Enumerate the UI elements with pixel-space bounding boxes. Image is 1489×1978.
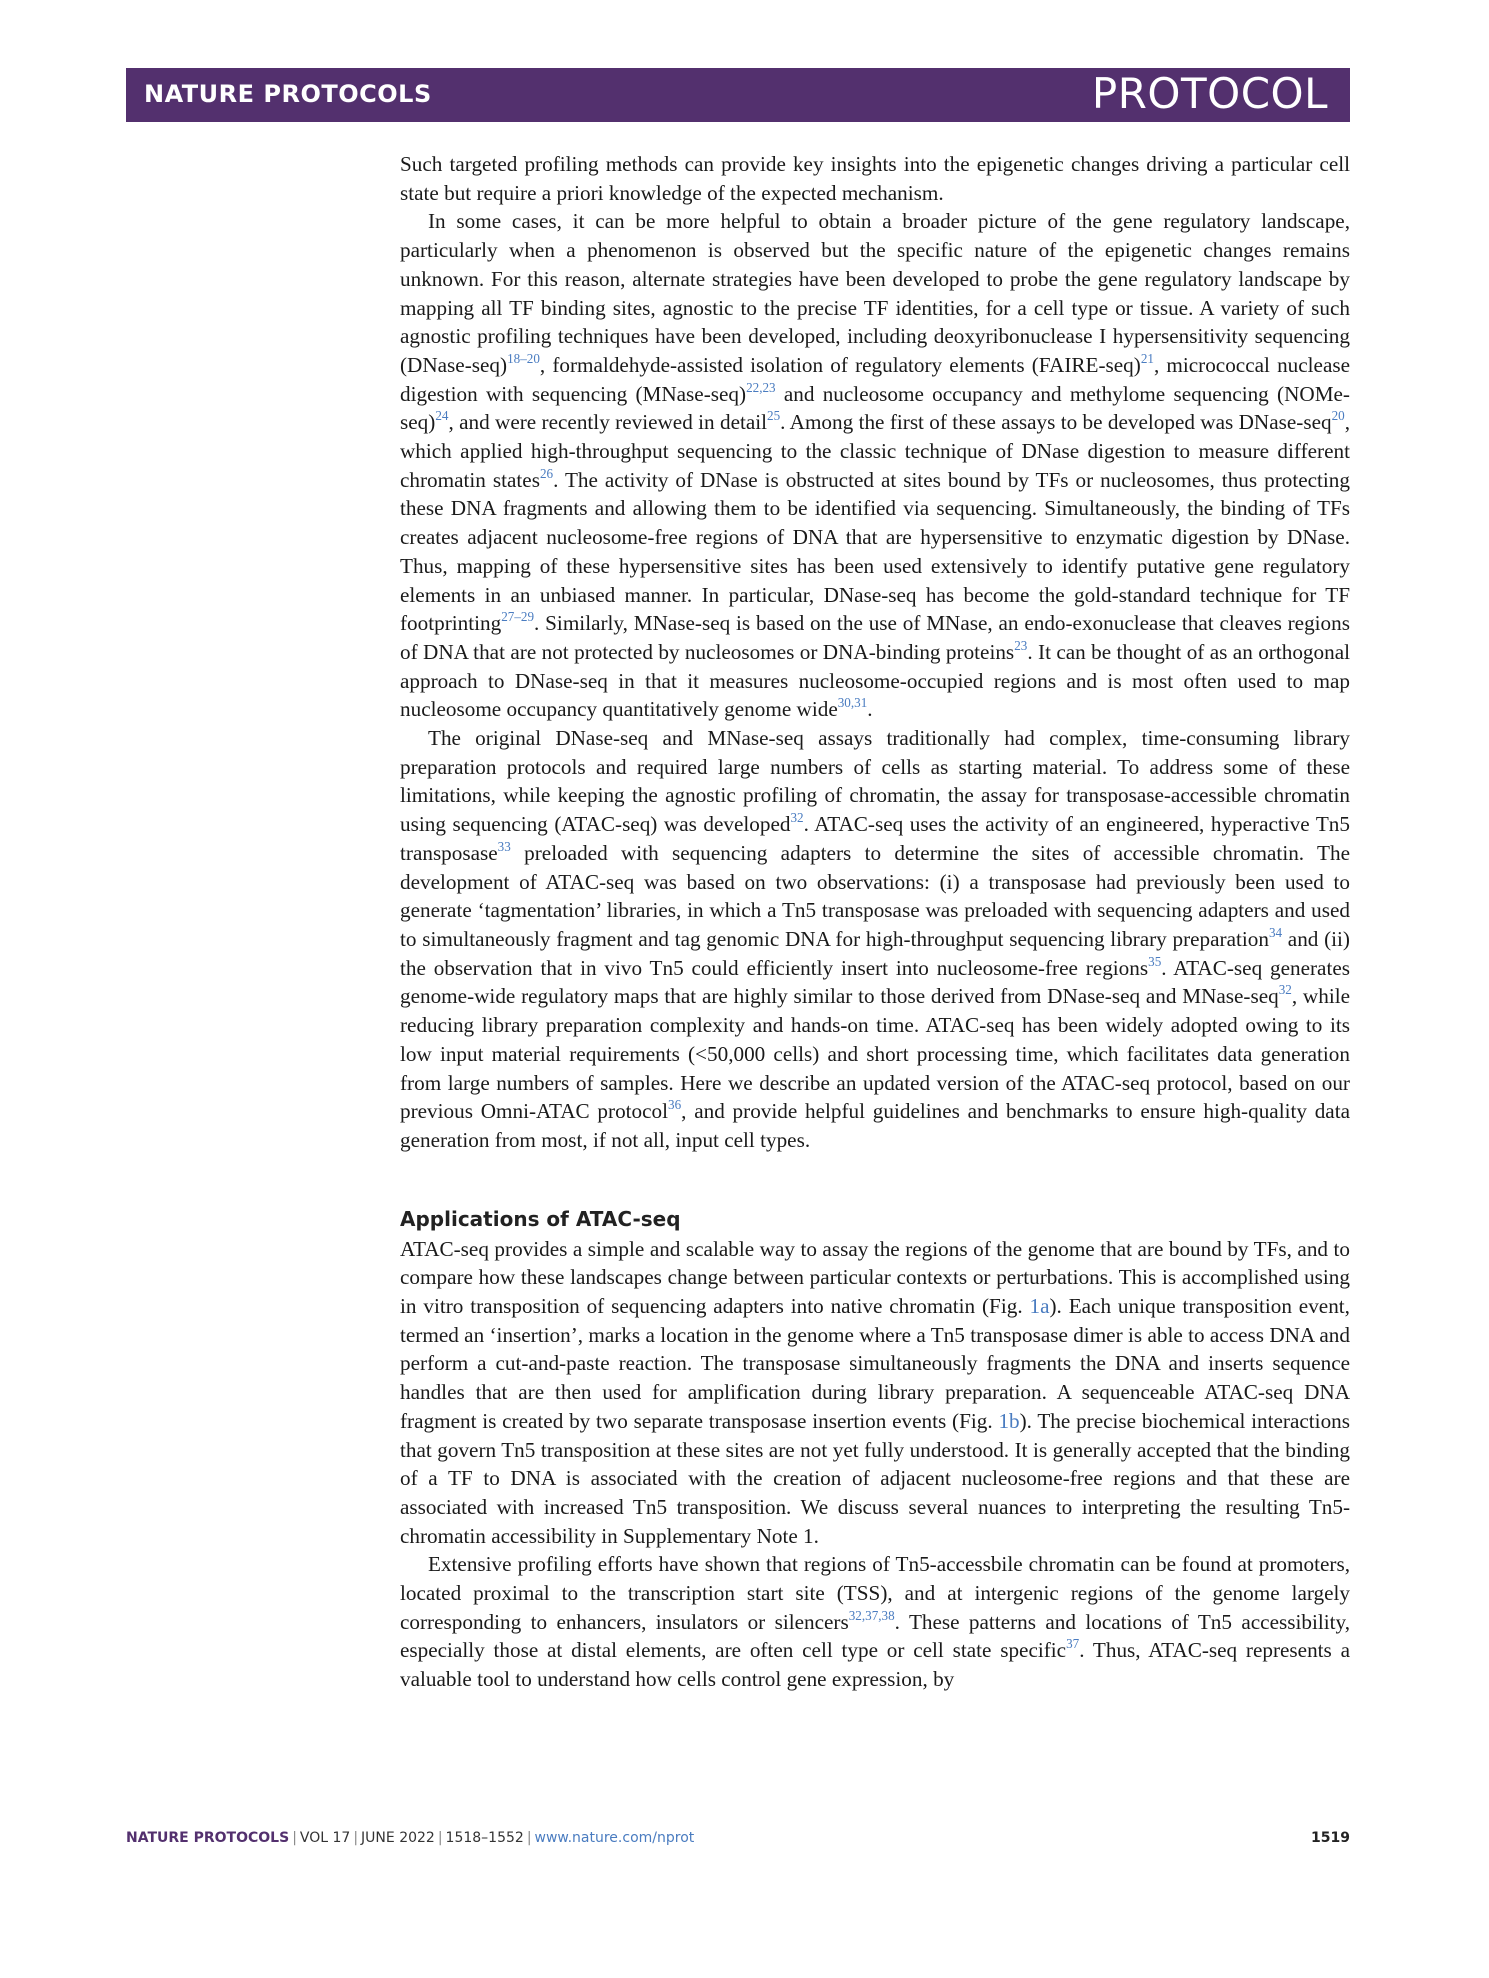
citation-link[interactable]: 32 bbox=[790, 809, 804, 825]
article-type: PROTOCOL bbox=[1091, 69, 1328, 118]
journal-name: NATURE PROTOCOLS bbox=[144, 80, 432, 108]
section-heading: Applications of ATAC-seq bbox=[400, 1206, 681, 1231]
page-number: 1519 bbox=[1311, 1830, 1350, 1846]
citation-link[interactable]: 34 bbox=[1268, 924, 1283, 940]
figure-link[interactable]: 1a bbox=[1029, 1294, 1050, 1319]
citation-link[interactable]: 21 bbox=[1140, 350, 1154, 366]
paragraph-3: The original DNase-seq and MNase-seq assays traditionally had complex, time-consuming library preparation protocols and required large numbers of cells as starting material. To address some of these limitations, while keeping the agnostic profiling of chromatin, the assay for transposase-accessible chromatin using sequencing (ATAC-seq) was developed$^{32}$. ATAC-seq uses the activity of an engineered, hyperactive Tn5 transposase$^{33}$ preloaded with sequencing adapters to determine the sites of accessible chromatin. The development of ATAC-seq was based on two observations: (i) a transposase had previously been used to generate ‘tagmentation’ libraries, in which a Tn5 transposase was preloaded with sequencing adapters and used to simultaneously fragment and tag genomic DNA for high-throughput sequencing library preparation$^{34}$ and (ii) the observation that in vivo Tn5 could efficiently insert into nucleosome-free regions$^{35}$. ATAC-seq generates genome-wide regulatory maps that are highly similar to those derived from DNase-seq and MNase-seq$^{32}$, while reducing library preparation complexity and hands-on time. ATAC-seq has been widely adopted owing to its low input material requirements (<50,000 cells) and short processing time, which facilitates data generation from large numbers of samples. Here we describe an updated version of the ATAC-seq protocol, based on our previous Omni-ATAC protocol$^{36}$, and provide helpful guidelines and benchmarks to ensure high-quality data generation from most, if not all, input cell types. bbox=[400, 726, 1351, 1152]
citation-link[interactable]: 32 bbox=[1278, 982, 1292, 998]
paragraph-5: Extensive profiling efforts have shown that regions of Tn5-accessbile chromatin can be found at promoters, located proximal to the transcription start site (TSS), and at intergenic regions of the genome largely corresponding to enhancers, insulators or silencers$^{32,37,38}$. These patterns and locations of Tn5 accessibility, especially those at distal elements, are often cell type or cell state specific$^{37}$. Thus, ATAC-seq represents a valuable tool to understand how cells control gene expression, by bbox=[400, 1552, 1350, 1692]
citation-link[interactable]: 22,23 bbox=[746, 379, 776, 395]
paragraph-1: Such targeted profiling methods can provide key insights into the epigenetic changes driving a particular cell state but require a priori knowledge of the expected mechanism. bbox=[400, 152, 1350, 205]
citation-link[interactable]: 32,37,38 bbox=[848, 1607, 895, 1623]
citation-link[interactable]: 37 bbox=[1066, 1636, 1080, 1652]
citation-link[interactable]: 20 bbox=[1331, 408, 1345, 424]
citation-link[interactable]: 36 bbox=[668, 1097, 682, 1113]
page-footer: NATURE PROTOCOLS | VOL 17 | JUNE 2022 | 1518–1552 | www.nature.com/nprot 1519 bbox=[126, 1830, 1350, 1846]
footer-journal: NATURE PROTOCOLS bbox=[126, 1830, 290, 1846]
paragraph-4: ATAC-seq provides a simple and scalable way to assay the regions of the genome that are bound by TFs, and to compare how these landscapes change between particular contexts or perturbations. This is accomplished using in vitro transposition of sequencing adapters into native chromatin (Fig. 1a). Each unique transposition event, termed an ‘insertion’, marks a location in the genome where a Tn5 transposase dimer is able to access DNA and perform a cut-and-paste reaction. The transposase simultaneously fragments the DNA and inserts sequence handles that are then used for amplification during library preparation. A sequenceable ATAC-seq DNA fragment is created by two separate transposase insertion events (Fig. 1b). The precise biochemical interactions that govern Tn5 transposition at these sites are not yet fully understood. It is generally accepted that the binding of a TF to DNA is associated with the creation of adjacent nucleosome-free regions and that these are associated with increased Tn5 transposition. We discuss several nuances to interpreting the resulting Tn5-chromatin accessibility in Supplementary Note 1. bbox=[400, 1236, 1351, 1548]
paragraph-2: In some cases, it can be more helpful to obtain a broader picture of the gene regulatory landscape, particularly when a phenomenon is observed but the specific nature of the epigenetic changes remains unknown. For this reason, alternate strategies have been developed to probe the gene regulatory landscape by mapping all TF binding sites, agnostic to the precise TF identities, for a cell type or tissue. A variety of such agnostic profiling techniques have been developed, including deoxyribonuclease I hypersensitivity sequencing (DNase-seq)$^{18-20}$, formaldehyde-assisted isolation of regulatory elements (FAIRE-seq)$^{21}$, micrococcal nuclease digestion with sequencing (MNase-seq)$^{22,23}$ and nucleosome occupancy and methylome sequencing (NOMe-seq)$^{24}$, and were recently reviewed in detail$^{25}$. Among the first of these assays to be developed was DNase-seq$^{20}$, which applied high-throughput sequencing to the classic technique of DNase digestion to measure different chromatin states$^{26}$. The activity of DNase is obstructed at sites bound by TFs or nucleosomes, thus protecting these DNA fragments and allowing them to be identified via sequencing. Simultaneously, the binding of TFs creates adjacent nucleosome-free regions of DNA that are hypersensitive to enzymatic digestion by DNase. Thus, mapping of these hypersensitive sites has been used extensively to identify putative gene regulatory elements in an unbiased manner. In particular, DNase-seq has become the gold-standard technique for TF footprinting$^{27-29}$. Similarly, MNase-seq is based on the use of MNase, an endo-exonuclease that cleaves regions of DNA that are not protected by nucleosomes or DNA-binding proteins$^{23}$. It can be thought of as an orthogonal approach to DNase-seq in that it measures nucleosome-occupied regions and is most often used to map nucleosome occupancy quantitatively genome wide$^{30,31}$. bbox=[400, 209, 1351, 722]
figure-link[interactable]: 1b bbox=[998, 1408, 1020, 1433]
footer-pages: 1518–1552 bbox=[445, 1830, 524, 1846]
citation-link[interactable]: 18–20 bbox=[507, 350, 540, 366]
citation-link[interactable]: 33 bbox=[497, 838, 511, 854]
citation-link[interactable]: 30,31 bbox=[837, 695, 868, 711]
footer-date: JUNE 2022 bbox=[361, 1830, 435, 1846]
citation-link[interactable]: 25 bbox=[767, 408, 781, 424]
footer-volume: VOL 17 bbox=[299, 1830, 351, 1846]
citation-link[interactable]: 23 bbox=[1014, 637, 1028, 653]
citation-link[interactable]: 27–29 bbox=[501, 609, 535, 625]
citation-link[interactable]: 26 bbox=[539, 465, 554, 481]
citation-link[interactable]: 35 bbox=[1148, 953, 1162, 969]
body-text-column bbox=[400, 150, 1350, 1694]
footer-url-link[interactable]: www.nature.com/nprot bbox=[534, 1830, 695, 1846]
citation-link[interactable]: 24 bbox=[435, 408, 449, 424]
page-header bbox=[126, 68, 1350, 122]
